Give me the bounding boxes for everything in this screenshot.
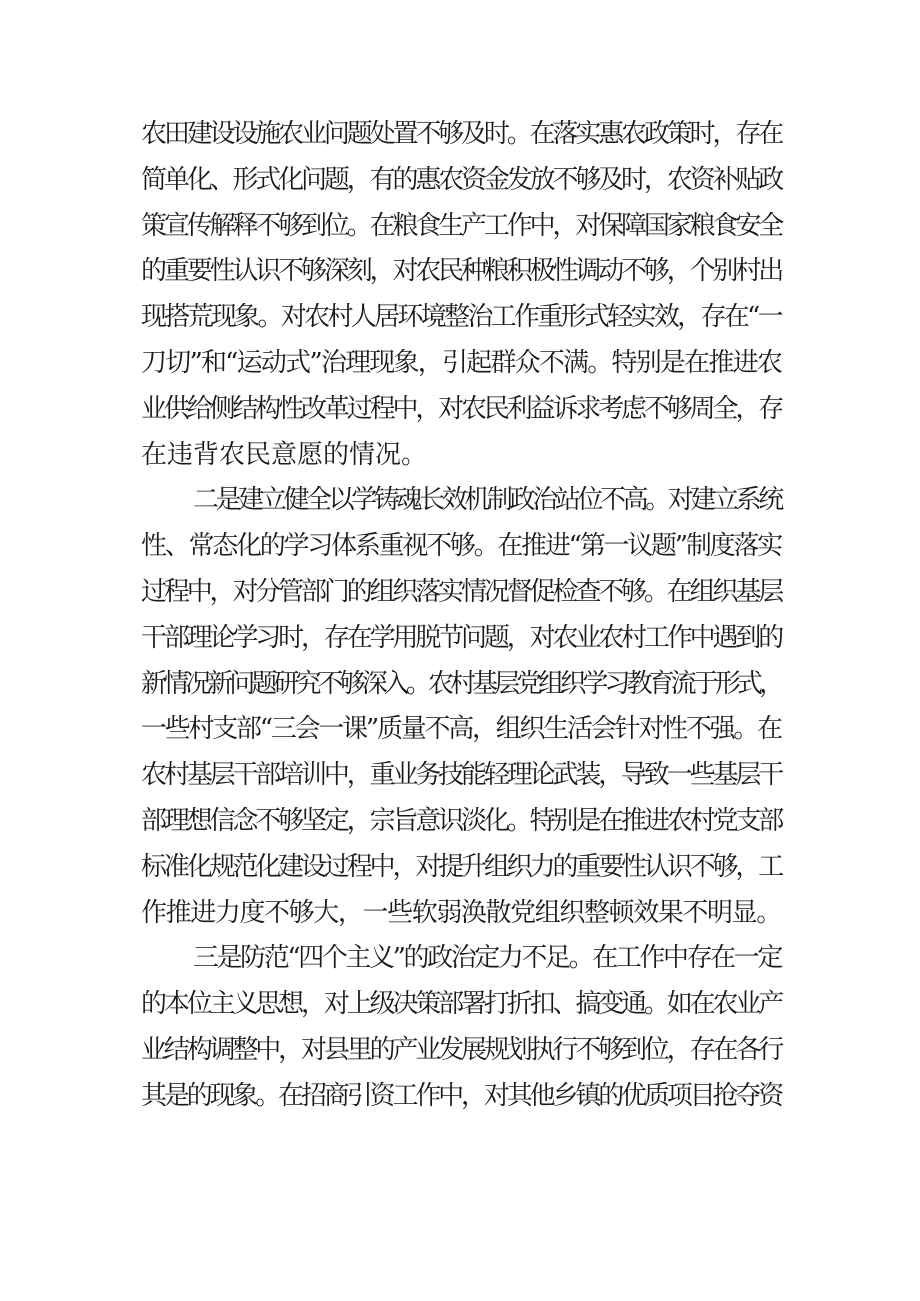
text-line: 业供给侧结构性改革过程中，对农民利益诉求考虑不够周全，存 (141, 393, 782, 424)
text-line: 业结构调整中，对县里的产业发展规划执行不够到位，存在各行 (141, 1034, 782, 1065)
text-line: 农田建设设施农业问题处置不够及时。在落实惠农政策时，存在 (141, 119, 782, 149)
text-line: 简单化、形式化问题，有的惠农资金发放不够及时，农资补贴政 (141, 164, 782, 195)
text-line: 作推进力度不够大，一些软弱涣散党组织整顿效果不明显。 (141, 897, 781, 928)
text-line: 新情况新问题研究不够深入。农村基层党组织学习教育流于形式， (141, 668, 782, 699)
text-line: 策宣传解释不够到位。在粮食生产工作中，对保障国家粮食安全 (141, 210, 782, 241)
text-line: 过程中，对分管部门的组织落实情况督促检查不够。在组织基层 (141, 576, 782, 607)
text-line: 农村基层干部培训中，重业务技能轻理论武装，导致一些基层干 (141, 760, 782, 791)
text-line: 性、常态化的学习体系重视不够。在推进“第一议题”制度落实 (141, 531, 781, 562)
text-line: 标准化规范化建设过程中，对提升组织力的重要性认识不够，工 (141, 851, 782, 882)
text-line: 一些村支部“三会一课”质量不高，组织生活会针对性不强。在 (141, 714, 781, 745)
text-line: 部理想信念不够坚定，宗旨意识淡化。特别是在推进农村党支部 (141, 805, 782, 836)
paragraph-first-line: 二是建立健全以学铸魂长效机制政治站位不高。对建立系统 (193, 485, 781, 516)
text-line: 现搭荒现象。对农村人居环境整治工作重形式轻实效，存在“一 (141, 302, 781, 333)
text-line: 刀切”和“运动式”治理现象，引起群众不满。特别是在推进农 (141, 347, 782, 378)
text-line: 的重要性认识不够深刻，对农民种粮积极性调动不够，个别村出 (141, 256, 782, 287)
text-line: 的本位主义思想，对上级决策部署打折扣、搞变通。如在农业产 (141, 989, 782, 1020)
text-line: 干部理论学习时，存在学用脱节问题，对农业农村工作中遇到的 (141, 622, 782, 653)
text-line: 在违背农民意愿的情况。 (141, 439, 428, 470)
paragraph-first-line: 三是防范“四个主义”的政治定力不足。在工作中存在一定 (193, 943, 781, 974)
text-line: 其是的现象。在招商引资工作中，对其他乡镇的优质项目抢夺资 (141, 1080, 782, 1111)
body-text (141, 112, 801, 1120)
